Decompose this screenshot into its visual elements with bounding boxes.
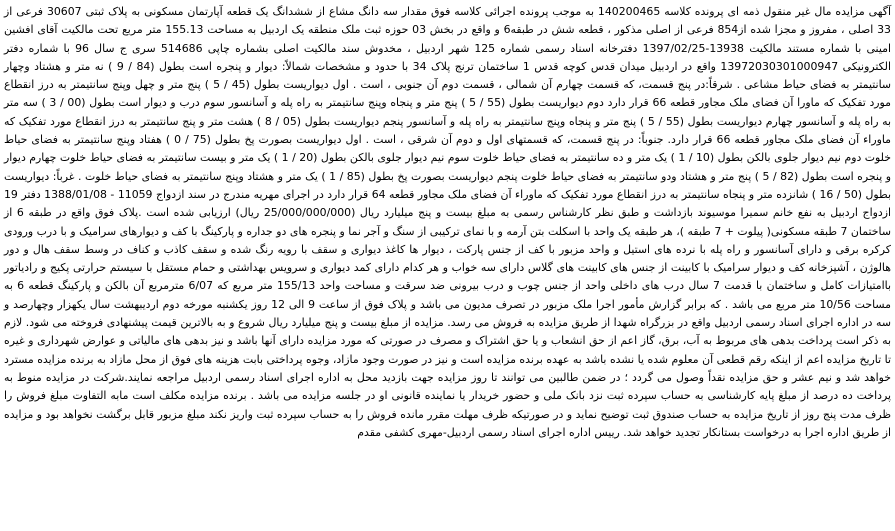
notice-body-text: آگهی مزایده مال غیر منقول ذمه ای پرونده کلاسه 140200465 به موجب پرونده اجرائی کلاسه فوق مقدار سه دانگ مشاع از ششدانگ یک قطعه آپارتمان مسکونی به پلاک ثبتی 30607 فرعی از 33 اصلی ، مفروز و مجزا شده از854 فرعی از اصلی مذکور ، قطعه شش در طبقه6 و واقع در بخش 03 حوزه ثبت ملک منطقه یک اردبیل به مساحت 155.13 متر مربع تحت مالکیت آقای افشین امینی با شماره مستند مالکیت 13938-1397/02/25 دفترخانه اسناد رسمی شماره 125 شهر اردبیل ، مخدوش سند مالکیت اصلی بشماره چاپی 514686 سری ج سال 96 با شماره دفتر الکترونیکی 13972030301000947 واقع در اردبیل میدان قدس کوچه قدس 1 ساختمان ترنج پلاک 34 با حدود و مشخصات شمالاً: دیوار و پنجره است بطول (84 / 9 ) نه متر و هشتاد وچهار سانتیمتر به فضای حیاط مشاعی . شرقاً:در پنج قسمت، که قسمت چهارم آن شمالی ، قسمت دوم آن جنوبی ، است . اول دیواریست بطول (45 / 5 ) پنج متر و چهل وپنج سانتیمتر به درز انقطاع مورد تفکیک که ماورا آن فضای ملک مجاور قطعه 66 قرار دارد دوم دیواریست بطول (55 / 5 ) پنج متر و پنجاه وپنج سانتیمتر به راه پله و آسانسور سوم درب و دیوار است بطول (00 / 3 ) سه متر به راه پله و آسانسور چهارم دیواریست بطول (55 / 5 ) پنج متر و پنجاه وپنج سانتیمتر به راه پله و آسانسور پنجم دیواریست بطول (05 / 8 ) هشت متر و پنج سانتیمتر به درز انقطاع مورد تفکیک که ماوراء آن فضای ملک مجاور قطعه 66 قرار دارد. جنوباً: در پنج قسمت، که قسمتهای اول و دوم آن شرقی ، است . اول دیواریست بصورت پخ بطول (75 / 0 ) هفتاد وپنج سانتیمتر به فضای حیاط خلوت دوم نیم دیوار جلوی بالکن بطول (10 / 1 ) یک متر و ده سانتیمتر به فضای حیاط خلوت سوم نیم دیوار جلوی بالکن بطول (20 / 1 ) یک متر و بیست سانتیمتر به فضای حیاط خلوت چهارم دیوار و پنجره است بطول (82 / 5 ) پنج متر و هشتاد ودو سانتیمتر به فضای حیاط خلوت پنجم دیواریست بصورت پخ بطول (85 / 1 ) یک متر و هشتاد وپنج سانتیمتر به فضای حیاط خلوت . غرباً: دیواریست بطول (50 / 16 ) شانزده متر و پنجاه سانتیمتر به درز انقطاع مورد تفکیک که ماوراء آن فضای ملک مجاور قطعه 64 قرار دارد در اجرای مهریه مندرج در سند ازدواج 11059 - 1388/01/08 دفتر 19 ازدواج اردبیل به نفع خانم سمیرا موسیوند بازداشت و طبق نظر کارشناس رسمی به مبلغ بیست و پنج میلیارد ریال (25/000/000/000 ریال) ارزیابی شده است .پلاک فوق واقع در طبقه 6 از ساختمان 7 طبقه مسکونی( پیلوت + 7 طبقه )، هر طبقه یک واحد با اسکلت بتن آرمه و با نمای ترکیبی از سنگ و آجر نما و پنجره های دو جداره و پارکینگ با کف و دیوارهای سرامیک و با درب ورودی کرکره برقی و دارای آسانسور و راه پله با نرده های استیل و واحد مزبور با کف از جنس پارکت ، دیوار ها کاغذ دیواری و سقف با رویه رنگ شده و سقف کاذب و کناف در وسط سقف هال و دور هالوژن ، آشپزخانه کف و دیوار سرامیک با کابینت از جنس های کابینت های گلاس دارای سه خواب و هر کدام دارای کمد دیواری و سرویس بهداشتی و حمام مستقل با سیستم حرارتی پکیج و رادیاتور باامتیازات کامل و ساختمان با قدمت 7 سال درب های داخلی واحد از جنس چوب و درب بیرونی ضد سرقت و مساحت واحد 155/13 متر مربع که 6/07 مترمربع آن بالکن و پارکینگ قطعه 6 به مساحت 10/56 متر مربع می باشد . که برابر گزارش مأمور اجرا ملک مزبور در تصرف مدیون می باشد و پلاک فوق از ساعت 9 الی 12 روز یکشنبه مورخه دوم اردیبهشت سال یکهزار وچهارصد و سه در اداره اجرای اسناد رسمی اردبیل واقع در بزرگراه شهدا از طریق مزایده به فروش می رسد. مزایده از مبلغ بیست و پنج میلیارد ریال شروع و به بالاترین قیمت پیشنهادی فروخته می شود. لازم به ذکر است پرداخت بدهی های مربوط به آب، برق، گاز اعم از حق انشعاب و یا حق اشتراک و مصرف در صورتی که مورد مزایده دارای آنها باشد و نیز بدهی های مالیاتی و عوارض شهرداری و غیره تا تاریخ مزایده اعم از اینکه رقم قطعی آن معلوم شده یا نشده باشد به عهده برنده مزایده است و نیز در صورت وجود مازاد، وجوه پرداختی بابت هزینه های فوق از محل مازاد به برنده مزایده مسترد خواهد شد و نیم عشر و حق مزایده نقداً وصول می گردد ؛ در ضمن طالبین می توانند تا روز مزایده جهت بازدید محل به اداره اجرای اسناد رسمی اردبیل مراجعه نمایند.شرکت در مزایده منوط به پرداخت ده درصد از مبلغ پایه کارشناسی به حساب سپرده ثبت نزد بانک ملی و حضور خریدار یا نماینده قانونی او در جلسه مزایده می باشد . برنده مزایده مکلف است مابه التفاوت مبلغ فروش را ظرف مدت پنج روز از تاریخ مزایده به حساب صندوق ثبت توضیح نماید و در صورتیکه ظرف مهلت مقرر مانده فروش را به حساب سپرده ثبت واریز نکند مبلغ مزبور قابل برگشت نخواهد بود و مزایده از طریق اداره اجرا به درخواست بستانکار تجدید خواهد شد. رییس اداره اجرای اسناد رسمی اردبیل-مهری کشفی مقدم (4, 5, 892, 439)
